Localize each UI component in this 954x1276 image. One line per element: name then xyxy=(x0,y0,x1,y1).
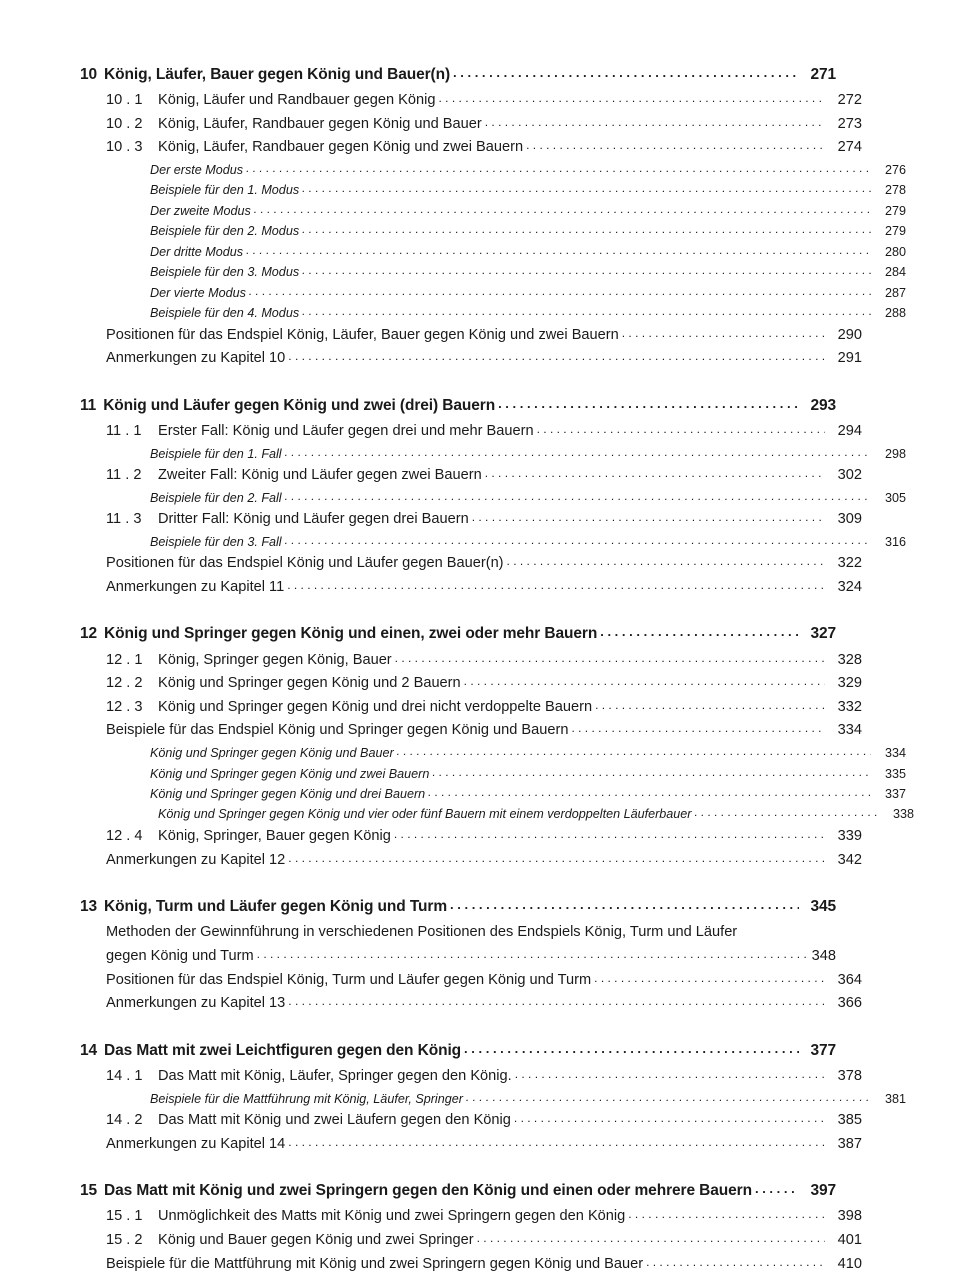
subentry-title: Beispiele für den 2. Modus xyxy=(150,224,300,239)
section-title: König, Läufer, Randbauer gegen König und zwei Bauern xyxy=(158,139,524,156)
chapter-title: Das Matt mit König und zwei Springern gegen den König und einen oder mehrere Bauern xyxy=(104,1182,752,1200)
section-number: 10 . 1 xyxy=(106,92,143,109)
chapter-title: König und Läufer gegen König und zwei (drei) Bauern xyxy=(103,396,496,414)
section-number: 11 . 3 xyxy=(106,511,142,528)
dot-leader xyxy=(594,969,825,988)
page-number: 288 xyxy=(884,306,906,321)
dot-leader xyxy=(302,261,871,280)
toc-subentry[interactable] xyxy=(80,160,906,180)
chapter-number: 11 xyxy=(80,396,97,414)
page-number: 378 xyxy=(837,1067,862,1084)
subentry-title: Beispiele für den 3. Fall xyxy=(150,534,282,549)
entry-title: Anmerkungen zu Kapitel 14 xyxy=(106,1135,286,1152)
subentry-title: Beispiele für den 1. Modus xyxy=(150,183,300,198)
chapter-block xyxy=(80,62,906,371)
toc-entry-multiline[interactable] xyxy=(80,921,836,968)
page-number: 324 xyxy=(837,578,862,595)
toc-entry[interactable] xyxy=(80,969,862,993)
toc-section-entry[interactable] xyxy=(80,136,862,160)
toc-subentry[interactable] xyxy=(80,242,906,262)
toc-entry[interactable] xyxy=(80,347,862,371)
toc-chapter-entry[interactable] xyxy=(80,1178,836,1203)
section-title: Dritter Fall: König und Läufer gegen drei Bauern xyxy=(158,511,469,528)
subentry-title: Der zweite Modus xyxy=(150,203,251,218)
section-number: 14 . 2 xyxy=(106,1112,143,1128)
page-number: 273 xyxy=(837,115,862,132)
dot-leader xyxy=(288,849,825,868)
dot-leader xyxy=(288,992,825,1011)
section-title: König, Springer gegen König, Bauer xyxy=(158,651,392,668)
section-number: 15 . 1 xyxy=(106,1208,143,1225)
page-number: 271 xyxy=(810,66,836,83)
subentry-title: Beispiele für die Mattführung mit König, Läufer, Springer xyxy=(150,1091,463,1106)
dot-leader xyxy=(453,62,799,83)
entry-title: Anmerkungen zu Kapitel 11 xyxy=(106,578,285,595)
toc-subentry[interactable] xyxy=(80,262,906,282)
entry-title: Positionen für das Endspiel König, Turm und Läufer gegen König und Turm xyxy=(106,971,592,988)
toc-subentry[interactable] xyxy=(80,303,906,323)
toc-entry[interactable] xyxy=(80,1253,862,1276)
page-number: 274 xyxy=(837,139,862,156)
dot-leader xyxy=(507,552,825,571)
page-number: 287 xyxy=(884,285,906,300)
entry-title-line2-row[interactable] xyxy=(106,945,836,969)
page-number: 276 xyxy=(884,163,906,178)
dot-leader xyxy=(485,113,825,132)
entry-title: Positionen für das Endspiel König, Läufer, Bauer gegen König und zwei Bauern xyxy=(106,326,619,343)
page-number: 309 xyxy=(837,511,862,528)
chapter-title: König, Läufer, Bauer gegen König und Bauer(n) xyxy=(104,66,451,83)
toc-entry[interactable] xyxy=(80,849,862,873)
page-number: 327 xyxy=(810,625,836,643)
page-number: 316 xyxy=(884,534,906,549)
section-title: König, Läufer und Randbauer gegen König xyxy=(158,92,436,109)
entry-title: Beispiele für die Mattführung mit König und zwei Springern gegen König und Bauer xyxy=(106,1255,644,1272)
toc-subentry[interactable] xyxy=(80,283,906,303)
dot-leader xyxy=(628,1205,825,1224)
page-number: 293 xyxy=(810,396,836,414)
toc-subentry[interactable] xyxy=(80,488,906,508)
chapter-number: 14 xyxy=(80,1041,98,1059)
subentry-title: Der erste Modus xyxy=(150,163,244,178)
toc-entry[interactable] xyxy=(80,576,862,600)
page-number: 272 xyxy=(837,92,862,109)
section-title: Das Matt mit König und zwei Läufern gegen den König xyxy=(158,1112,511,1128)
toc-subentry[interactable] xyxy=(80,180,906,200)
chapter-block xyxy=(80,1038,906,1156)
dot-leader xyxy=(498,393,799,414)
page-number: 305 xyxy=(884,490,906,505)
chapter-block xyxy=(80,1178,862,1276)
section-number: 15 . 2 xyxy=(106,1232,143,1249)
section-number: 12 . 4 xyxy=(106,827,143,844)
page-number: 284 xyxy=(884,265,906,280)
toc-section-entry[interactable] xyxy=(80,113,862,137)
dot-leader xyxy=(695,803,880,822)
entry-title: Anmerkungen zu Kapitel 13 xyxy=(106,995,286,1012)
toc-subentry[interactable] xyxy=(80,743,906,763)
dot-leader xyxy=(246,159,871,178)
page-number: 334 xyxy=(884,746,906,761)
page-number: 332 xyxy=(837,698,862,715)
dot-leader xyxy=(466,1088,871,1107)
subentry-title: Der vierte Modus xyxy=(150,285,246,300)
dot-leader xyxy=(514,1109,825,1128)
dot-leader xyxy=(464,672,825,691)
page-number: 334 xyxy=(837,722,862,739)
page-number: 337 xyxy=(884,786,906,801)
chapter-title: Das Matt mit zwei Leichtfiguren gegen den König xyxy=(104,1041,462,1059)
dot-leader xyxy=(428,783,871,802)
toc-subentry[interactable] xyxy=(80,1089,906,1109)
dot-leader xyxy=(485,464,825,483)
page-number: 377 xyxy=(810,1041,836,1059)
chapter-number: 13 xyxy=(80,898,98,916)
entry-title: Beispiele für das Endspiel König und Springer gegen König und Bauern xyxy=(106,722,569,739)
page-number: 366 xyxy=(837,995,862,1012)
dot-leader xyxy=(622,324,825,343)
section-title: Das Matt mit König, Läufer, Springer gegen den König. xyxy=(158,1067,512,1084)
section-number: 12 . 2 xyxy=(106,675,143,692)
section-number: 12 . 1 xyxy=(106,651,143,668)
page-number: 410 xyxy=(837,1255,862,1272)
dot-leader xyxy=(472,508,825,527)
entry-title: Positionen für das Endspiel König und Läufer gegen Bauer(n) xyxy=(106,555,504,572)
dot-leader xyxy=(432,763,871,782)
section-title: Erster Fall: König und Läufer gegen drei und mehr Bauern xyxy=(158,422,534,439)
dot-leader xyxy=(477,1229,825,1248)
dot-leader xyxy=(285,487,871,506)
page-number: 279 xyxy=(884,203,906,218)
subentry-title: Beispiele für den 1. Fall xyxy=(150,446,282,461)
section-title: König und Springer gegen König und 2 Bauern xyxy=(158,675,461,692)
dot-leader xyxy=(395,649,825,668)
page-number: 381 xyxy=(884,1091,906,1106)
dot-leader xyxy=(397,742,871,761)
section-number: 10 . 3 xyxy=(106,139,143,156)
subentry-title: Beispiele für den 4. Modus xyxy=(150,306,300,321)
chapter-title: König und Springer gegen König und einen, zwei oder mehr Bauern xyxy=(104,625,598,643)
subentry-title: König und Springer gegen König und vier oder fünf Bauern mit einem verdoppelten Läuferbauer xyxy=(158,807,692,822)
chapter-number: 12 xyxy=(80,625,98,643)
toc-subentry[interactable] xyxy=(80,784,906,804)
toc-subentry[interactable] xyxy=(80,804,914,824)
dot-leader xyxy=(246,241,871,260)
toc-chapter-entry[interactable] xyxy=(80,621,836,646)
toc-chapter-entry[interactable] xyxy=(80,1038,836,1063)
chapter-block xyxy=(80,621,914,872)
page-number: 279 xyxy=(884,224,906,239)
page-number: 397 xyxy=(810,1182,836,1200)
page-number: 348 xyxy=(811,947,836,964)
toc-entry[interactable] xyxy=(80,552,862,576)
page-number: 302 xyxy=(837,467,862,483)
toc-section-entry[interactable] xyxy=(80,420,862,444)
page-number: 401 xyxy=(837,1232,862,1249)
toc-subentry[interactable] xyxy=(80,532,906,552)
section-title: König, Springer, Bauer gegen König xyxy=(158,827,391,844)
dot-leader xyxy=(302,179,871,198)
dot-leader xyxy=(254,200,871,219)
section-title: König und Springer gegen König und drei nicht verdoppelte Bauern xyxy=(158,698,593,715)
section-number: 11 . 1 xyxy=(106,422,142,439)
toc-entry[interactable] xyxy=(80,992,862,1016)
dot-leader xyxy=(595,696,825,715)
section-number: 12 . 3 xyxy=(106,698,143,715)
subentry-title: Beispiele für den 3. Modus xyxy=(150,265,300,280)
toc-section-entry[interactable] xyxy=(80,672,862,696)
dot-leader xyxy=(285,443,871,462)
page-number: 335 xyxy=(884,766,906,781)
section-title: König, Läufer, Randbauer gegen König und Bauer xyxy=(158,115,482,132)
subentry-title: König und Springer gegen König und drei Bauern xyxy=(150,786,426,801)
subentry-title: König und Springer gegen König und Bauer xyxy=(150,746,394,761)
page-number: 398 xyxy=(837,1208,862,1225)
page-number: 328 xyxy=(837,651,862,668)
dot-leader xyxy=(249,282,871,301)
section-title: Zweiter Fall: König und Läufer gegen zwei Bauern xyxy=(158,467,482,483)
dot-leader xyxy=(302,220,871,239)
toc-section-entry[interactable] xyxy=(80,825,862,849)
entry-title: Anmerkungen zu Kapitel 12 xyxy=(106,851,286,868)
toc-subentry[interactable] xyxy=(80,201,906,221)
toc-subentry[interactable] xyxy=(80,444,906,464)
toc-entry[interactable] xyxy=(80,1133,862,1157)
toc-subentry[interactable] xyxy=(80,221,906,241)
section-number: 14 . 1 xyxy=(106,1067,143,1084)
toc-section-entry[interactable] xyxy=(80,89,862,113)
subentry-title: Beispiele für den 2. Fall xyxy=(150,490,282,505)
page-number: 329 xyxy=(837,675,862,692)
toc-chapter-entry[interactable] xyxy=(80,894,836,919)
toc-section-entry[interactable] xyxy=(80,1065,862,1089)
section-title: Unmöglichkeit des Matts mit König und zwei Springern gegen den König xyxy=(158,1208,626,1225)
page-number: 339 xyxy=(837,827,862,844)
table-of-contents xyxy=(80,62,914,1276)
toc-section-entry[interactable] xyxy=(80,508,862,532)
entry-title-line1: Methoden der Gewinnführung in verschiedenen Positionen des Endspiels König, Turm und Läufer xyxy=(106,924,738,941)
subentry-title: König und Springer gegen König und zwei Bauern xyxy=(150,766,430,781)
subentry-title: Der dritte Modus xyxy=(150,244,244,259)
toc-section-entry[interactable] xyxy=(80,1205,862,1229)
toc-chapter-entry[interactable] xyxy=(80,62,836,87)
dot-leader xyxy=(287,576,825,595)
page-number: 298 xyxy=(884,446,906,461)
dot-leader xyxy=(646,1253,825,1272)
page-number: 338 xyxy=(892,807,914,822)
toc-section-entry[interactable] xyxy=(80,1109,862,1133)
page-number: 280 xyxy=(884,244,906,259)
toc-entry[interactable] xyxy=(80,719,862,743)
chapter-block xyxy=(80,894,862,1016)
toc-section-entry[interactable] xyxy=(80,1229,862,1253)
page-number: 278 xyxy=(884,183,906,198)
dot-leader xyxy=(515,1065,825,1084)
dot-leader xyxy=(755,1178,799,1199)
toc-chapter-entry[interactable] xyxy=(80,393,836,418)
dot-leader xyxy=(571,719,825,738)
page-number: 387 xyxy=(837,1135,862,1152)
page-number: 342 xyxy=(837,851,862,868)
dot-leader xyxy=(394,825,825,844)
page-number: 364 xyxy=(837,971,862,988)
dot-leader xyxy=(302,302,871,321)
toc-section-entry[interactable] xyxy=(80,696,862,720)
page-number: 385 xyxy=(837,1112,862,1128)
page-number: 290 xyxy=(837,326,862,343)
dot-leader xyxy=(288,347,825,366)
section-number: 10 . 2 xyxy=(106,115,143,132)
toc-subentry[interactable] xyxy=(80,764,906,784)
chapter-title: König, Turm und Läufer gegen König und Turm xyxy=(104,898,448,916)
page-number: 345 xyxy=(810,898,836,916)
toc-entry[interactable] xyxy=(80,324,862,348)
toc-section-entry[interactable] xyxy=(80,649,862,673)
entry-title: Anmerkungen zu Kapitel 10 xyxy=(106,350,286,367)
page-number: 322 xyxy=(837,555,862,572)
entry-title-line2: gegen König und Turm xyxy=(106,947,254,964)
section-number: 11 . 2 xyxy=(106,467,142,483)
dot-leader xyxy=(257,945,809,964)
page-number: 294 xyxy=(837,422,862,439)
toc-section-entry[interactable] xyxy=(80,464,862,488)
dot-leader xyxy=(600,621,799,642)
dot-leader xyxy=(526,136,825,155)
dot-leader xyxy=(439,89,825,108)
dot-leader xyxy=(450,894,799,915)
dot-leader xyxy=(288,1133,825,1152)
chapter-number: 10 xyxy=(80,66,98,83)
dot-leader xyxy=(537,420,825,439)
section-title: König und Bauer gegen König und zwei Springer xyxy=(158,1232,474,1249)
chapter-number: 15 xyxy=(80,1182,98,1200)
page-number: 291 xyxy=(837,350,862,367)
chapter-block xyxy=(80,393,906,600)
dot-leader xyxy=(464,1038,799,1059)
dot-leader xyxy=(285,531,871,550)
